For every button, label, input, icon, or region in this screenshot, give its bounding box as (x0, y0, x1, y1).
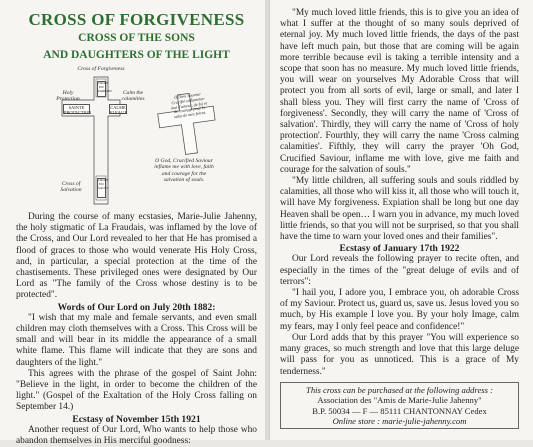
subtitle-daughters: AND DAUGHTERS OF THE LIGHT (43, 49, 230, 61)
closing-paragraph: Our Lord adds that by this prayer "You will experience so many graces, so much strength and love that this large deluge will pass for you as unnoticed. This is a grace of My tenderness." (280, 332, 519, 377)
cross-outline (16, 64, 257, 212)
quote-much-loved: "My much loved little friends, this is to give you an idea of what I suffer at the thought of so many souls deprived of eternal joy. My much loved little friends, the days of the past have left much pain, but those that are coming will be again more terrible because evil is taking a terrible intensity and a scope that soon has no measure. My much loved little friends, you will wear on yourselves My Adorable Cross that will protect you from all sorts of evil, large or small, and later I shall bless you. They will first carry the name of 'Cross of forgiveness'. Secondly, they will carry the name of 'Cross of salvation'. Thirdly, they will carry the name of 'Cross of holy protection'. Fourthly, they will carry the name 'Cross calming calamities'. Fifthly, they will carry the prayer 'Oh God, Crucified Saviour, inflame me with love, give me faith and courage for the salvation of souls." (280, 8, 519, 175)
purchase-info-box (280, 382, 519, 430)
box-croix-du-salut: CROIX DU SALUT (97, 178, 106, 198)
prayer-text: "I hail you, I adore you, I embrace you, oh adorable Cross of my Saviour. Protect us, guard us, save us. Jesus loved you so much, by His example I love you. By your holy Image, calm my fears, may I only feel peace and confidence!" (280, 288, 519, 332)
purchase-line: This cross can be purchased at the following address : (306, 384, 493, 395)
box-croix-du-pardon: CROIX DU PARDON (97, 81, 106, 97)
label-calm-calamities: Calm the calamities (121, 90, 145, 103)
english-prayer: O God, Crucified Saviour inflame me with love, faith and courage for the salvation of souls. (154, 158, 214, 184)
box-calme-fleaux: CALME FLEAUX (110, 105, 128, 115)
label-holy-protection: Holy Protection (56, 90, 80, 103)
french-prayer: Ô Dieu Sauveur Crucifié enflammez-moi d'amour, de foi et de courage pour le salut de mes frères. (170, 91, 208, 120)
quote-suffering-souls: "My little children, all suffering souls and souls riddled by calamities, all those who will kiss it, all those who will touch it, will have My forgiveness. Expiation shall be long but one day Heaven shall be open… I warn you in advance, my much loved little friends, so that you will not be surprised, so that you shall have the time to warn your loved ones and their families". (280, 176, 519, 243)
right-page (269, 0, 533, 440)
box-sainte-protection: SAINTE PROTECTION (64, 105, 92, 115)
label-cross-of-salvation: Cross of Salvation (60, 181, 82, 194)
intro-paragraph: During the course of many ecstasies, Marie-Julie Jahenny, the holy stigmatic of La Fraudais, was inflamed by the love of the Cross, and Our Lord revealed to her that He has promised a flood of graces to those who would venerate His Holy Cross, and, in particular, a special protection at the time of the chastisements. These privileged ones were designated by Our Lord as "The family of the Cross whose destiny is to be protected". (16, 212, 257, 301)
heading-january-1922: Ecstasy of January 17th 1922 (339, 243, 460, 255)
left-page (0, 0, 265, 447)
heading-november-1921: Ecstasy of November 15th 1921 (72, 413, 201, 425)
association-name: Association des "Amis de Marie-Julie Jahenny" (317, 395, 482, 406)
request-paragraph: Another request of Our Lord, Who wants to help those who abandon themselves in His merciful goodness: (16, 424, 257, 447)
quote-july-1882: "I wish that my male and female servants, and even small children may cloth themselves with a Cross. This Cross will be small and will bear in its middle the appearance of a small white flame. This flame will indicate that they are sons and daughters of the light." (16, 312, 257, 368)
heading-july-1882: Words of Our Lord on July 20th 1882: (57, 301, 216, 313)
page-title: CROSS OF FORGIVENESS (28, 10, 245, 29)
cross-diagram (16, 64, 257, 212)
postal-address: B.P. 50034 — F — 85111 CHANTONNAY Cedex (312, 405, 487, 416)
subtitle-sons: CROSS OF THE SONS (78, 32, 195, 44)
online-store: Online store : marie-julie-jahenny.com (332, 415, 467, 426)
label-cross-of-forgiveness: Cross of Forgiveness (77, 66, 125, 72)
gospel-paragraph: This agrees with the phrase of the gospel of Saint John: "Believe in the light, in order to become the children of the light." (Gospel of the Exaltation of the Holy Cross falling on September 14.) (16, 368, 257, 413)
prayer-intro-paragraph: Our Lord reveals the following prayer to recite often, and especially in the times of the "great deluge of evils and of terrors": (280, 254, 519, 287)
